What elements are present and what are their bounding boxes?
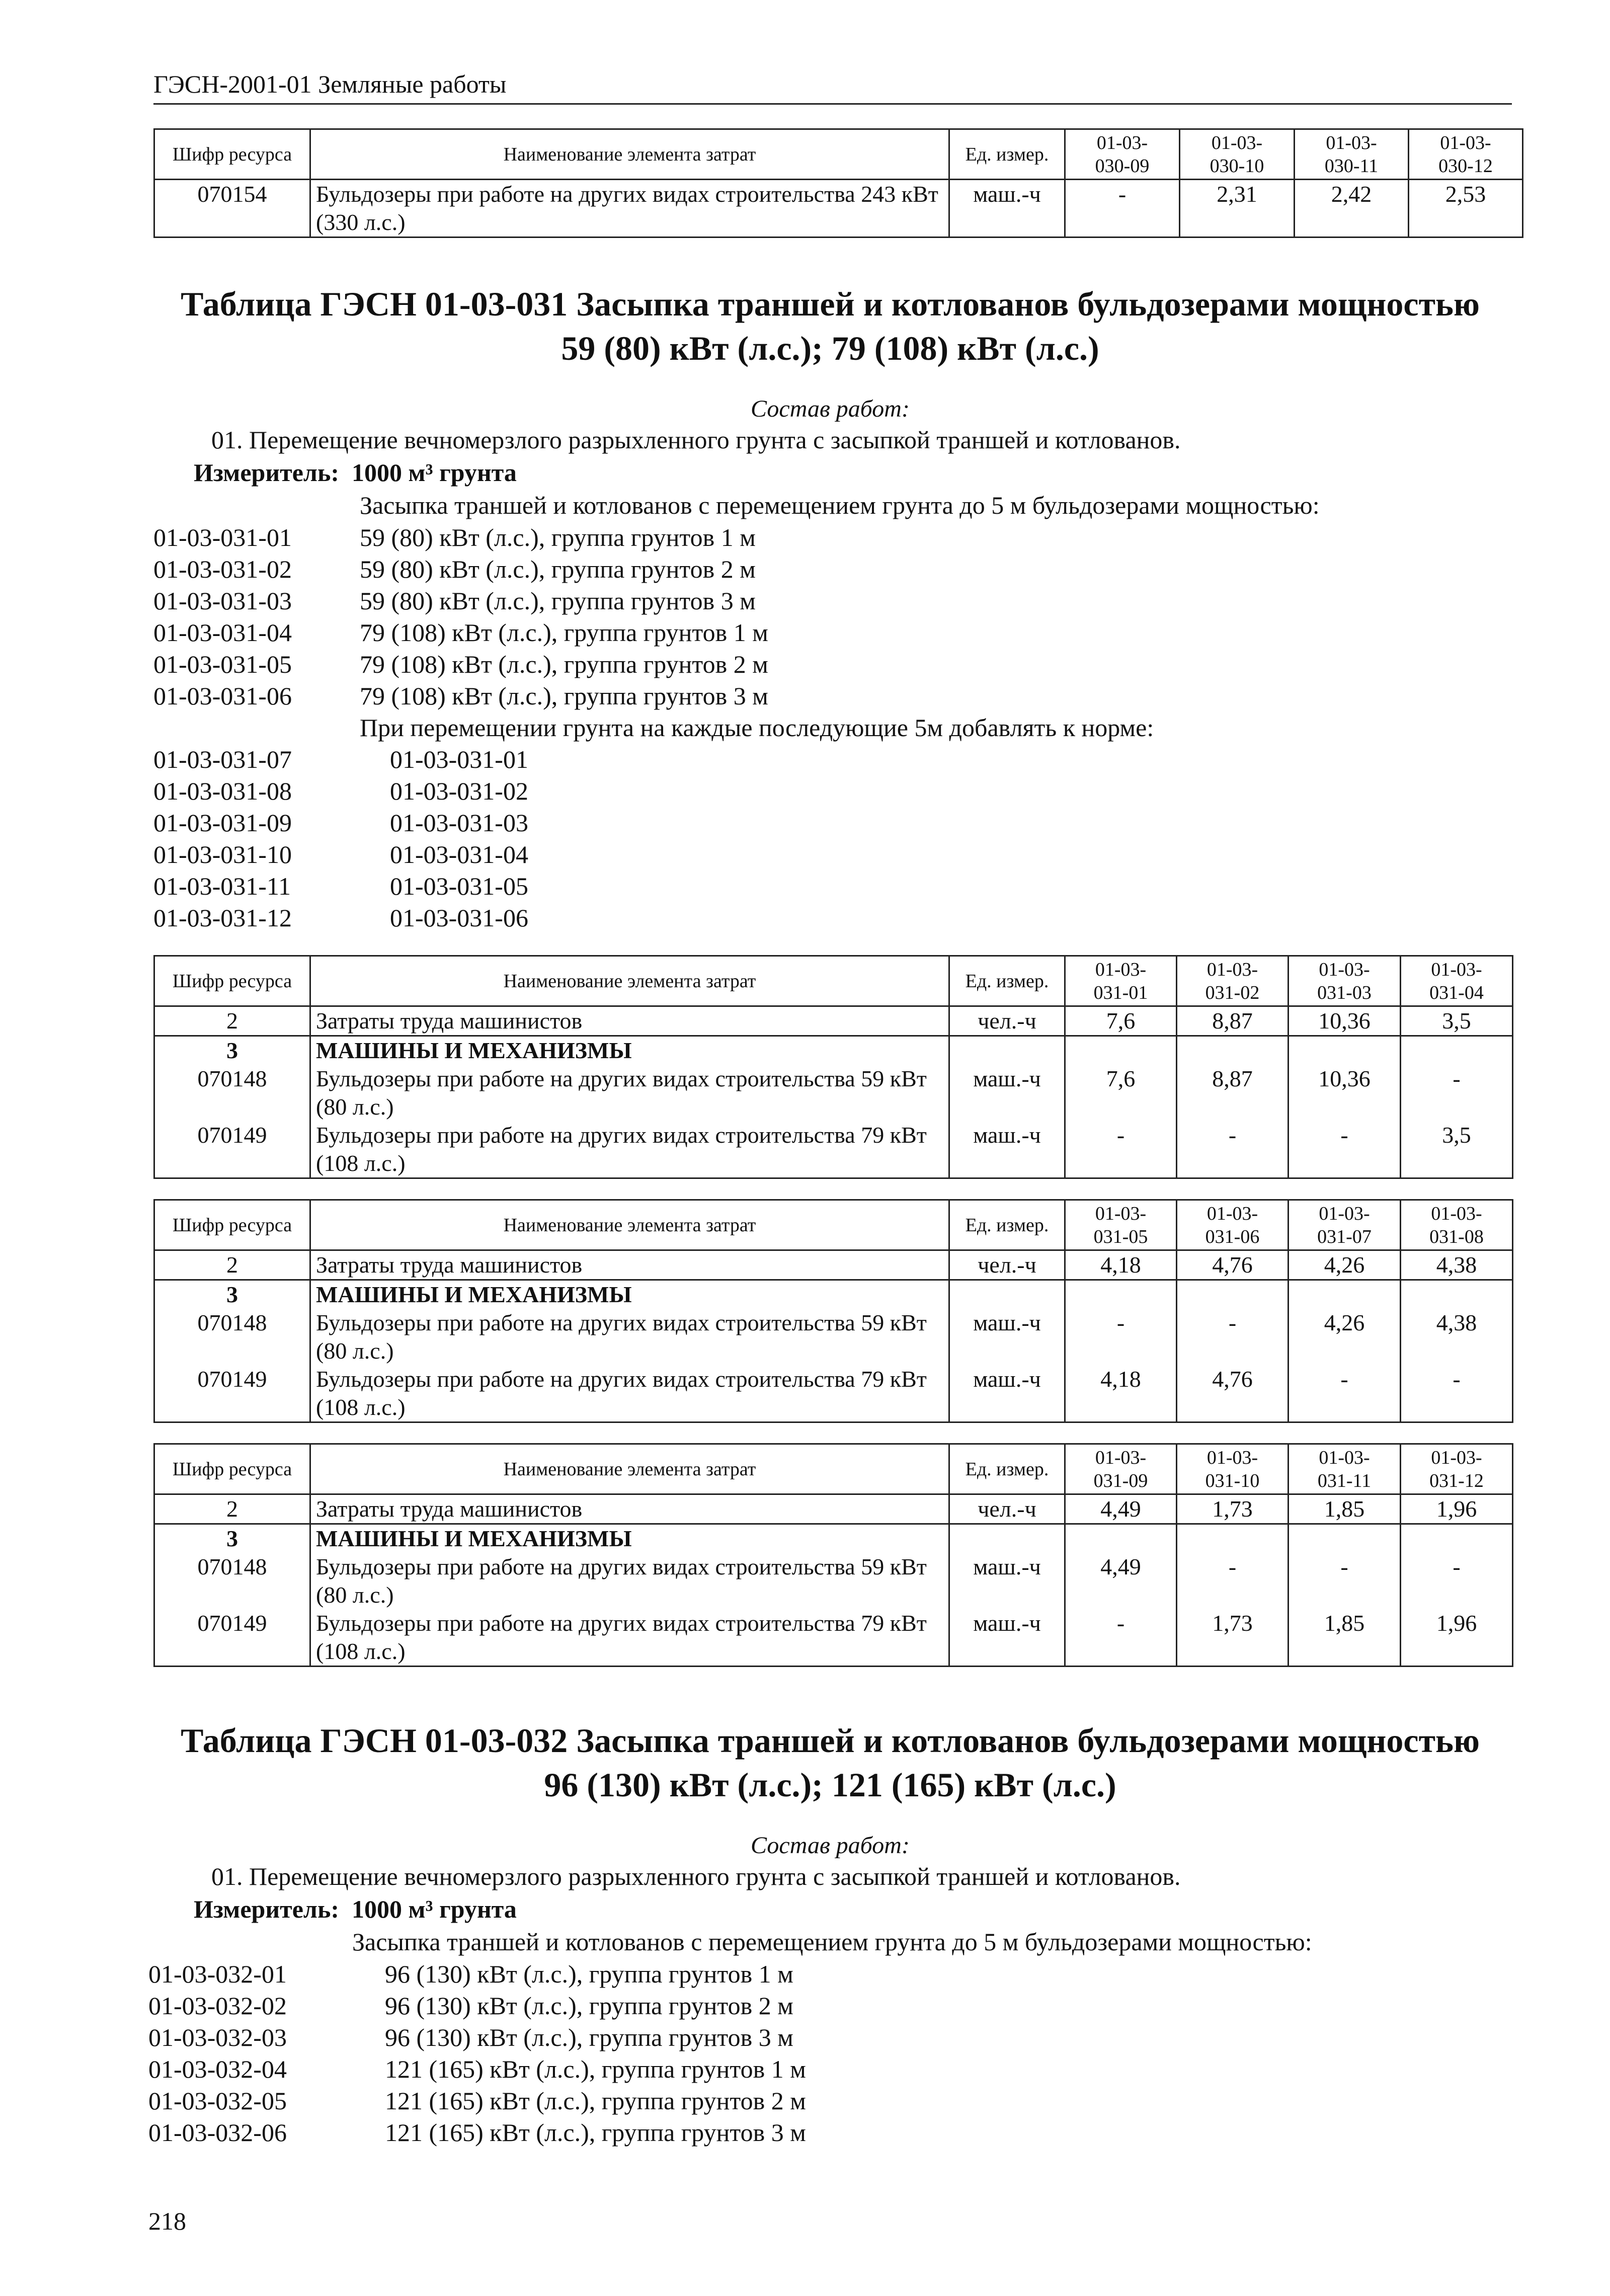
header-norm: 01-03- 031-05 <box>1065 1200 1177 1250</box>
header-code: Шифр ресурса <box>154 1200 310 1250</box>
add-intro: При перемещении грунта на каждые последующие 5м добавлять к норме: <box>360 714 1154 742</box>
cell-code: 2 <box>154 1494 310 1524</box>
cell-name: Бульдозеры при работе на других видах строительства 79 кВт (108 л.с.) <box>310 1609 949 1667</box>
list-item: 01-03-031-01 59 (80) кВт (л.с.), группа грунтов 1 м <box>153 523 756 551</box>
list-item: 01-03-031-10 01-03-031-04 <box>153 840 528 868</box>
table-row <box>154 1609 1513 1667</box>
cell-empty <box>1289 1036 1401 1065</box>
header-norm: 01-03- 031-10 <box>1177 1444 1289 1494</box>
cell-empty <box>1065 1036 1177 1065</box>
header-norm: 01-03- 031-03 <box>1289 956 1401 1006</box>
list-item: 01-03-032-02 96 (130) кВт (л.с.), группа грунтов 2 м <box>148 1992 793 2020</box>
table-row-section <box>154 1280 1513 1309</box>
cell-value: 7,6 <box>1065 1065 1177 1121</box>
cell-value: - <box>1065 180 1180 237</box>
intro-text: Засыпка траншей и котлованов с перемещением грунта до 5 м бульдозерами мощностью: <box>360 491 1320 519</box>
norm-table-031-b <box>153 1199 1513 1423</box>
cell-empty <box>949 1524 1065 1553</box>
cell-value: 1,85 <box>1289 1609 1401 1667</box>
cell-name: Затраты труда машинистов <box>310 1494 949 1524</box>
table-row <box>154 1365 1513 1422</box>
cell-value: 4,76 <box>1177 1365 1289 1422</box>
list-item: 01-03-031-09 01-03-031-03 <box>153 809 528 837</box>
cell-value: 3,5 <box>1401 1006 1513 1036</box>
list-item: 01-03-032-03 96 (130) кВт (л.с.), группа грунтов 3 м <box>148 2023 793 2051</box>
cell-value: 2,31 <box>1180 180 1295 237</box>
cell-value: - <box>1289 1365 1401 1422</box>
header-code: Шифр ресурса <box>154 956 310 1006</box>
cell-code: 070148 <box>154 1309 310 1365</box>
cell-code: 070149 <box>154 1365 310 1422</box>
header-norm: 01-03- 031-08 <box>1401 1200 1513 1250</box>
cell-value: 1,73 <box>1177 1494 1289 1524</box>
cell-value: - <box>1065 1309 1177 1365</box>
cell-name: Бульдозеры при работе на других видах строительства 59 кВт (80 л.с.) <box>310 1065 949 1121</box>
cell-name: Бульдозеры при работе на других видах строительства 59 кВт (80 л.с.) <box>310 1553 949 1609</box>
cell-empty <box>1401 1036 1513 1065</box>
cell-value: - <box>1401 1065 1513 1121</box>
header-code: Шифр ресурса <box>154 129 310 180</box>
item-list-032 <box>148 1958 806 2149</box>
table-row-labor <box>154 1494 1513 1524</box>
header-norm: 01-03- 031-06 <box>1177 1200 1289 1250</box>
cell-value: - <box>1401 1553 1513 1609</box>
table-row-labor <box>154 1006 1513 1036</box>
cell-value: - <box>1065 1609 1177 1667</box>
cell-value: 1,85 <box>1289 1494 1401 1524</box>
norm-table-031-a <box>153 955 1513 1179</box>
norm-table-031-c <box>153 1443 1513 1667</box>
header-norm: 01-03- 031-04 <box>1401 956 1513 1006</box>
cell-unit: чел.-ч <box>949 1250 1065 1280</box>
cell-value: 3,5 <box>1401 1121 1513 1178</box>
table-row <box>154 1309 1513 1365</box>
cell-unit: маш.-ч <box>949 1309 1065 1365</box>
header-name: Наименование элемента затрат <box>310 129 949 180</box>
cell-code: 2 <box>154 1006 310 1036</box>
header-norm: 01-03- 031-01 <box>1065 956 1177 1006</box>
header-name: Наименование элемента затрат <box>310 1200 949 1250</box>
cell-name: Бульдозеры при работе на других видах строительства 59 кВт (80 л.с.) <box>310 1309 949 1365</box>
composition-label: Состав работ: <box>751 1832 910 1859</box>
cell-value: 2,53 <box>1409 180 1523 237</box>
cell-code: 3 <box>154 1036 310 1065</box>
table-row <box>154 1121 1513 1178</box>
cell-value: - <box>1289 1553 1401 1609</box>
cell-code: 070149 <box>154 1609 310 1667</box>
header-norm: 01-03- 031-09 <box>1065 1444 1177 1494</box>
item-list-031 <box>153 522 1154 934</box>
header-name: Наименование элемента затрат <box>310 956 949 1006</box>
work-item: 01. Перемещение вечномерзлого разрыхленного грунта с засыпкой траншей и котлованов. <box>211 426 1181 454</box>
cell-unit: маш.-ч <box>949 1065 1065 1121</box>
cell-code: 070148 <box>154 1065 310 1121</box>
cell-empty <box>1177 1280 1289 1309</box>
cell-value: 4,18 <box>1065 1250 1177 1280</box>
table-row <box>154 1065 1513 1121</box>
cell-empty <box>1177 1524 1289 1553</box>
cell-value: 1,73 <box>1177 1609 1289 1667</box>
cell-value: 4,38 <box>1401 1309 1513 1365</box>
cell-value: - <box>1401 1365 1513 1422</box>
header-norm: 01-03- 031-02 <box>1177 956 1289 1006</box>
header-unit: Ед. измер. <box>949 129 1065 180</box>
cell-value: 8,87 <box>1177 1065 1289 1121</box>
cell-unit: маш.-ч <box>949 1609 1065 1667</box>
cell-value: - <box>1177 1553 1289 1609</box>
cell-empty <box>1065 1524 1177 1553</box>
header-unit: Ед. измер. <box>949 1444 1065 1494</box>
cell-empty <box>1065 1280 1177 1309</box>
norm-table-030 <box>153 128 1523 238</box>
header-norm: 01-03- 030-09 <box>1065 129 1180 180</box>
cell-name: Бульдозеры при работе на других видах строительства 79 кВт (108 л.с.) <box>310 1365 949 1422</box>
table-title-031: Таблица ГЭСН 01-03-031 Засыпка траншей и котлованов бульдозерами мощностью 59 (80) кВт (л.с.); 79 (108) кВт (л.с.) <box>181 285 1480 367</box>
cell-unit: маш.-ч <box>949 180 1065 237</box>
header-name: Наименование элемента затрат <box>310 1444 949 1494</box>
work-item: 01. Перемещение вечномерзлого разрыхленного грунта с засыпкой траншей и котлованов. <box>211 1862 1181 1890</box>
cell-value: 1,96 <box>1401 1494 1513 1524</box>
cell-value: - <box>1177 1121 1289 1178</box>
cell-value: 4,26 <box>1289 1250 1401 1280</box>
cell-empty <box>949 1280 1065 1309</box>
list-item: 01-03-032-01 96 (130) кВт (л.с.), группа грунтов 1 м <box>148 1960 793 1988</box>
cell-name: МАШИНЫ И МЕХАНИЗМЫ <box>310 1036 949 1065</box>
cell-code: 2 <box>154 1250 310 1280</box>
cell-value: - <box>1289 1121 1401 1178</box>
cell-unit: маш.-ч <box>949 1553 1065 1609</box>
table-row-section <box>154 1524 1513 1553</box>
cell-code: 070148 <box>154 1553 310 1609</box>
list-item: 01-03-032-06 121 (165) кВт (л.с.), группа грунтов 3 м <box>148 2118 806 2147</box>
cell-value: 8,87 <box>1177 1006 1289 1036</box>
header-norm: 01-03- 030-10 <box>1180 129 1295 180</box>
table-row-labor <box>154 1250 1513 1280</box>
cell-name: Затраты труда машинистов <box>310 1006 949 1036</box>
list-item: 01-03-031-07 01-03-031-01 <box>153 745 528 773</box>
cell-value: 2,42 <box>1295 180 1409 237</box>
header-norm: 01-03- 030-12 <box>1409 129 1523 180</box>
cell-value: 4,26 <box>1289 1309 1401 1365</box>
list-item: 01-03-032-04 121 (165) кВт (л.с.), группа грунтов 1 м <box>148 2055 806 2083</box>
cell-value: 4,18 <box>1065 1365 1177 1422</box>
cell-value: - <box>1065 1121 1177 1178</box>
cell-code: 070149 <box>154 1121 310 1178</box>
running-header: ГЭСН-2001-01 Земляные работы <box>153 70 507 98</box>
table-row <box>154 1553 1513 1609</box>
list-item: 01-03-031-04 79 (108) кВт (л.с.), группа грунтов 1 м <box>153 618 768 647</box>
page-number: 218 <box>148 2207 186 2235</box>
list-item: 01-03-032-05 121 (165) кВт (л.с.), группа грунтов 2 м <box>148 2087 806 2115</box>
header-norm: 01-03- 030-11 <box>1295 129 1409 180</box>
cell-value: 4,49 <box>1065 1553 1177 1609</box>
cell-code: 070154 <box>154 180 310 237</box>
cell-value: 10,36 <box>1289 1065 1401 1121</box>
list-item: 01-03-031-08 01-03-031-02 <box>153 777 528 805</box>
cell-value: 7,6 <box>1065 1006 1177 1036</box>
cell-empty <box>1177 1036 1289 1065</box>
header-norm: 01-03- 031-07 <box>1289 1200 1401 1250</box>
meter: Измеритель: 1000 м³ грунта <box>194 1895 517 1923</box>
cell-empty <box>949 1036 1065 1065</box>
cell-unit: чел.-ч <box>949 1494 1065 1524</box>
list-item: 01-03-031-03 59 (80) кВт (л.с.), группа грунтов 3 м <box>153 587 756 615</box>
cell-value: 4,49 <box>1065 1494 1177 1524</box>
list-item: 01-03-031-11 01-03-031-05 <box>153 872 528 900</box>
cell-unit: маш.-ч <box>949 1365 1065 1422</box>
list-item: 01-03-031-12 01-03-031-06 <box>153 904 528 932</box>
cell-code: 3 <box>154 1280 310 1309</box>
cell-empty <box>1289 1524 1401 1553</box>
list-item: 01-03-031-02 59 (80) кВт (л.с.), группа грунтов 2 м <box>153 555 756 583</box>
cell-code: 3 <box>154 1524 310 1553</box>
cell-name: МАШИНЫ И МЕХАНИЗМЫ <box>310 1280 949 1309</box>
header-unit: Ед. измер. <box>949 956 1065 1006</box>
header-norm: 01-03- 031-11 <box>1289 1444 1401 1494</box>
table-row-section <box>154 1036 1513 1065</box>
header-norm: 01-03- 031-12 <box>1401 1444 1513 1494</box>
cell-unit: маш.-ч <box>949 1121 1065 1178</box>
cell-empty <box>1401 1280 1513 1309</box>
cell-name: Бульдозеры при работе на других видах строительства 79 кВт (108 л.с.) <box>310 1121 949 1178</box>
meter: Измеритель: 1000 м³ грунта <box>194 458 517 487</box>
cell-value: 4,76 <box>1177 1250 1289 1280</box>
cell-unit: чел.-ч <box>949 1006 1065 1036</box>
header-code: Шифр ресурса <box>154 1444 310 1494</box>
cell-name: Бульдозеры при работе на других видах строительства 243 кВт (330 л.с.) <box>310 180 949 237</box>
table-title-032: Таблица ГЭСН 01-03-032 Засыпка траншей и котлованов бульдозерами мощностью 96 (130) кВт (л.с.); 121 (165) кВт (л.с.) <box>181 1721 1480 1804</box>
cell-value: 4,38 <box>1401 1250 1513 1280</box>
cell-name: Затраты труда машинистов <box>310 1250 949 1280</box>
cell-name: МАШИНЫ И МЕХАНИЗМЫ <box>310 1524 949 1553</box>
cell-empty <box>1401 1524 1513 1553</box>
cell-value: 1,96 <box>1401 1609 1513 1667</box>
header-rule <box>153 103 1512 105</box>
cell-value: 10,36 <box>1289 1006 1401 1036</box>
list-item: 01-03-031-06 79 (108) кВт (л.с.), группа грунтов 3 м <box>153 682 768 710</box>
intro-text: Засыпка траншей и котлованов с перемещением грунта до 5 м бульдозерами мощностью: <box>352 1928 1312 1956</box>
header-unit: Ед. измер. <box>949 1200 1065 1250</box>
cell-empty <box>1289 1280 1401 1309</box>
list-item: 01-03-031-05 79 (108) кВт (л.с.), группа грунтов 2 м <box>153 650 768 678</box>
composition-label: Состав работ: <box>751 395 910 422</box>
cell-value: - <box>1177 1309 1289 1365</box>
